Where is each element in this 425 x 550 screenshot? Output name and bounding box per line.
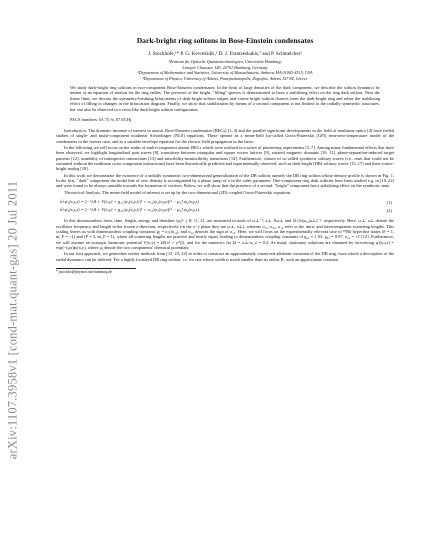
paragraph-multicomponent bbox=[56, 145, 394, 172]
equation-number: (2) bbox=[386, 207, 392, 213]
affiliation-2: ²Department of Mathematics and Statistics, University of Massachusetts, Amherst MA 01003-4515, USA bbox=[137, 70, 313, 75]
footnote-email: * jstockho@physnet.uni-hamburg.de bbox=[56, 269, 113, 274]
arxiv-identifier-text: arXiv:1107.3958v1 [cond-mat.quant-gas] 20 Jul 2011 bbox=[5, 180, 20, 460]
paragraph-text: The dramatic increase of interest in atomic Bose-Einstein condensates (BECs) [1–3] and the parallel significant developments in the field of nonlinear optics [4] have fueled studies of single- and multi-component nonlinear Schrödinger (NLS) equations. These operate as a mean-field (so-called Gross-Pitaevskii (GP)) near-zero-temperature model of the condensates in the former case, and as a suitable envelope equation for the electric field propagation in the latter. bbox=[56, 128, 394, 144]
abstract: We study dark-bright ring solitons in two-component Bose-Einstein condensates. In the limit of large densities of the dark component, we describe the soliton dynamics by means of an equation of motion for the ring radius. The presence of the bright, "filling" species is demonstrated to have a stabilizing effect on the ring dark soliton. Near the linear limit, we discuss the symmetry-breaking bifurcations of dark-bright soliton stripes and vortex-bright soliton clusters from the dark-bright ring and relate the stabilizing effect of filling to changes in the bifurcation diagram. Finally, we show that stabilization by means of a second component is not limited to the radially symmetric structures, but can also be observed in a cross-like dark-bright soliton configuration. bbox=[70, 85, 380, 112]
paragraph-text: In this work we demonstrate the existence of a radially symmetric two-dimensional generalization of the DB soliton, namely the DB ring soliton whose density profile is shown in Fig. 1. In the first, "dark" component the nodal line of zero density is accompanied by a phase jump of π in the order parameter. One-component ring dark solitons have been studied e.g. in [19–22] and were found to be always unstable towards the formation of vortices. Below, we will show that the presence of a second, "bright" component has a stabilizing effect on the symbiotic state. bbox=[56, 172, 394, 189]
run-in-heading: Introduction. bbox=[64, 128, 87, 134]
author-list: J. Stockhofe,¹* P. G. Kevrekidis,² D. J. Frantzeskakis,³ and P. Schmelcher¹ bbox=[148, 51, 302, 57]
paragraph-dimensionless-form bbox=[56, 218, 394, 250]
paragraph-theoretical-analysis bbox=[56, 190, 394, 195]
run-in-heading: Theoretical Analysis. bbox=[64, 189, 102, 195]
paper-title: Dark-bright ring solitons in Bose-Einstein condensates bbox=[136, 36, 314, 45]
paragraph-text: The mean-field model of interest is set up by the two-dimensional (2D) coupled Gross-Pitaevskii equations bbox=[101, 189, 291, 195]
affiliation-1a: ¹Zentrum für Optische Quantentechnologien, Universität Hamburg, bbox=[168, 59, 282, 64]
affiliation-3: ³Department of Physics, University of Athens, Panepistimiopolis, Zografos, Athens 157 84, Greece bbox=[142, 75, 308, 81]
affiliation-1b: Luruper Chaussee 149, 22761 Hamburg, Germany bbox=[182, 64, 268, 70]
equation-number: (1) bbox=[386, 199, 392, 205]
pacs-numbers: PACS numbers: 03.75.-b, 67.85.Hj bbox=[70, 117, 132, 123]
equation-2 bbox=[60, 206, 392, 214]
equation-body: i∂ₜψ₁(x,y,t) = [−½Δ + V(x,y) + g₁₁|ψ₁(x,y,t)|² + σ₁₂|ψ₂(x,y,t)|² − μ₁] ψ₁(x,y,t) bbox=[60, 199, 199, 205]
paragraph-text: In our first approach, we generalize earlier methods from [15, 23, 24] in order to construct an approximately conserved adiabatic invariant of the DB ring, from which a description of the radial dynamics can be inferred. For a highly localized DB ring soliton, i.e. for one whose width is much smaller than its radius R, such an approximate constant bbox=[56, 251, 394, 262]
paragraph-introduction bbox=[56, 128, 394, 144]
paragraph-this-work bbox=[56, 173, 394, 189]
arxiv-identifier-stamp bbox=[2, 120, 24, 520]
paragraph-text: In this dimensionless form, time, length, energy and densities |ψⱼ|², j ∈ {1, 2}, are measured in units of ω⊥⁻¹, a⊥, ħω⊥ and (2√2π|a₁₂|a⊥)⁻¹, respectively. Here, ω⊥, a⊥ denote the oscillator frequency and length in the frozen z-direction, respectively (in the x−y plane they are ω⊥, a⊥), whereas σ₁₁, σ₂₂, σ₁₂ refer to the intra- and intercomponent scattering lengths. This scaling leaves us with dimensionless coupling constants gⱼ = σⱼⱼ/|σ₁₂|, and σ₁₂ denotes the sign of σ₁₂. Here, we will focus on the experimentally relevant case of ⁸⁷Rb hyperfine states (F = 1, m_F = −1) and (F = 2, m_F = 1), where all scattering lengths are positive and nearly equal, leading to dimensionless coupling constants of g₁₁ = 1.03, g₂₂ = 0.97, σ₁₂ = +1 [12]. Furthermore, we will assume an isotropic harmonic potential V(x,y) = Ω²(x² + y²)/2, and for the numerics fix Ω = ω⊥/ω_z = 0.2. As usual, stationary solutions are obtained by factorizing ψⱼ(x,y,t) = exp(−iμⱼt)ϕⱼ(x,y), where μⱼ denote the two components' chemical potentials. bbox=[56, 218, 394, 250]
paragraph-first-approach bbox=[56, 251, 394, 262]
paragraph-text: In the following we will focus on the realm of multi-component atomic BECs which were realized in a series of pioneering experiments [5–7]. Among many fundamental effects that have been observed, we highlight longitudinal spin waves [8], transitions between triangular and square vortex lattices [9], striated magnetic domains [10, 11], phase-separation-induced target patterns [12], tunability of interspecies interactions [13] and miscibility-immiscibility transitions [14]. Furthermore, classes of so-called symbiotic solitary waves (i.e., ones that could not be sustained without the nonlinear cross-component interactions) have been theoretically predicted and experimentally observed, such as dark-bright (DB) solitary waves [15–17] and their vortex-bright analog [18]. bbox=[56, 145, 394, 172]
footnote-divider bbox=[56, 268, 136, 269]
equation-block bbox=[56, 198, 394, 214]
paper-content bbox=[56, 36, 394, 274]
equation-1 bbox=[60, 198, 392, 206]
equation-body: i∂ₜψ₂(x,y,t) = [−½Δ + V(x,y) + g₂₂|ψ₂(x,y,t)|² + σ₁₂|ψ₁(x,y,t)|² − μ₂] ψ₂(x,y,t). bbox=[60, 207, 201, 213]
